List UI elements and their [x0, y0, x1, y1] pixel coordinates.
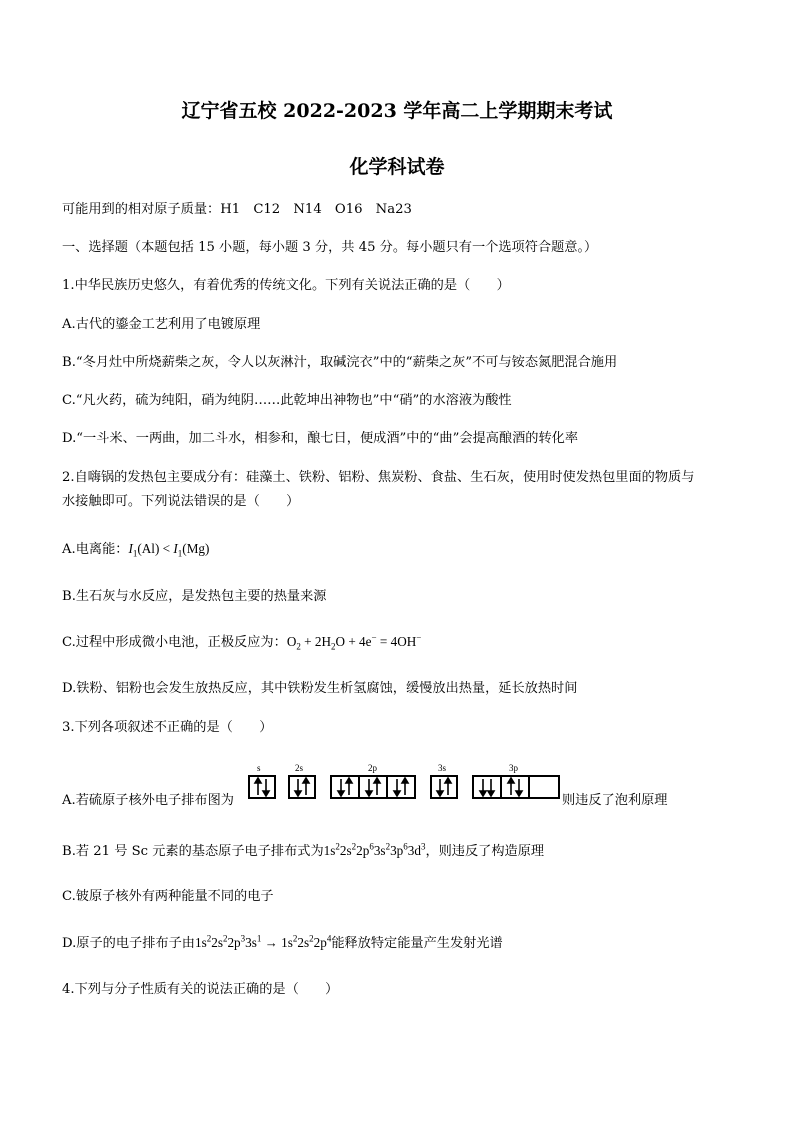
section-heading: 一、选择题（本题包括 15 小题，每小题 3 分，共 45 分。每小题只有一个选项符合题意。） [62, 240, 598, 255]
orbital-box-3p-2 [501, 776, 529, 798]
q1-option-b: B.“冬月灶中所烧薪柴之灰，令人以灰淋汁，取碱浣衣”中的“薪柴之灰”不可与铵态氮肥混合施用 [62, 355, 618, 370]
q3-option-b-suffix: ，则违反了构造原理 [425, 844, 545, 859]
q3-option-d [62, 934, 503, 953]
orbital-label-2p: 2p [368, 763, 377, 773]
q1-stem: 1.中华民族历史悠久，有着优秀的传统文化。下列有关说法正确的是（ ） [62, 278, 510, 293]
orbital-box-3p-3 [529, 776, 559, 798]
orbital-box-3s [431, 776, 457, 798]
orbital-diagram [247, 762, 567, 808]
q3-option-d-suffix: 能释放特定能量产生发射光谱 [331, 936, 503, 951]
q2-stem-line1: 2.自嗨锅的发热包主要成分有：硅藻土、铁粉、铝粉、焦炭粉、食盐、生石灰，使用时使发热包里面的物质与 [62, 470, 695, 485]
orbital-box-3p-1 [473, 776, 501, 798]
q2-option-c [62, 633, 421, 652]
exam-title: 辽宁省五校 2022-2023 学年高二上学期期末考试 [181, 100, 613, 122]
q1-option-d: D.“一斗米、一两曲，加二斗水，相参和，酿七日，便成酒”中的“曲”会提高酿酒的转化率 [62, 431, 579, 446]
atomic-masses: 可能用到的相对原子质量：H1 C12 N14 O16 Na23 [62, 202, 412, 217]
q3-option-a-suffix: 则违反了泡利原理 [562, 793, 668, 808]
ionization-energy-formula: $I_1(Al) < I_1(Mg)$ [128, 541, 210, 559]
q3-stem: 3.下列各项叙述不正确的是（ ） [62, 720, 273, 735]
q2-option-d: D.铁粉、铝粉也会发生放热反应，其中铁粉发生析氢腐蚀，缓慢放出热量，延长放热时间 [62, 681, 578, 696]
orbital-box-1s [249, 776, 275, 798]
q2-option-b: B.生石灰与水反应，是发热包主要的热量来源 [62, 589, 327, 604]
q3-option-a-label: A.若硫原子核外电子排布图为 [62, 793, 234, 808]
q3-option-c: C.铍原子核外有两种能量不同的电子 [62, 889, 274, 904]
q3-option-b [62, 842, 544, 861]
q3-option-d-label: D.原子的电子排布子由 [62, 936, 195, 951]
orbital-label-2s: 2s [295, 763, 304, 773]
q2-option-a-label: A.电离能： [62, 542, 129, 557]
q2-stem-line2: 水接触即可。下列说法错误的是（ ） [62, 494, 300, 509]
q2-option-c-label: C.过程中形成微小电池，正极反应为： [62, 635, 287, 650]
exam-subtitle: 化学科试卷 [349, 156, 445, 178]
q3-option-b-label: B.若 21 号 Sc 元素的基态原子电子排布式为 [62, 844, 324, 859]
orbital-box-2p-3 [387, 776, 415, 798]
orbital-box-2s [289, 776, 315, 798]
orbital-label-3s: 3s [438, 763, 447, 773]
orbital-box-2p-1 [331, 776, 359, 798]
electron-arrows [255, 778, 522, 796]
q4-stem: 4.下列与分子性质有关的说法正确的是（ ） [62, 982, 339, 997]
cathode-reaction-formula: $O_2 + 2H_2O + 4e^- = 4OH^-$ [286, 632, 422, 652]
excitation-transition: $1s^22s^22p^33s^1 \to 1s^22s^22p^4$ [194, 933, 332, 950]
orbital-box-2p-2 [359, 776, 387, 798]
sc-configuration: $1s^22s^22p^63s^23p^63d^3$ [323, 841, 426, 858]
q1-option-c: C.“凡火药，硫为纯阳，硝为纯阴……此乾坤出神物也”中“硝”的水溶液为酸性 [62, 393, 512, 408]
orbital-label-1s: s [257, 763, 261, 773]
q2-option-a [62, 540, 209, 559]
orbital-label-3p: 3p [509, 763, 518, 773]
q1-option-a: A.古代的鎏金工艺利用了电镀原理 [62, 317, 261, 332]
